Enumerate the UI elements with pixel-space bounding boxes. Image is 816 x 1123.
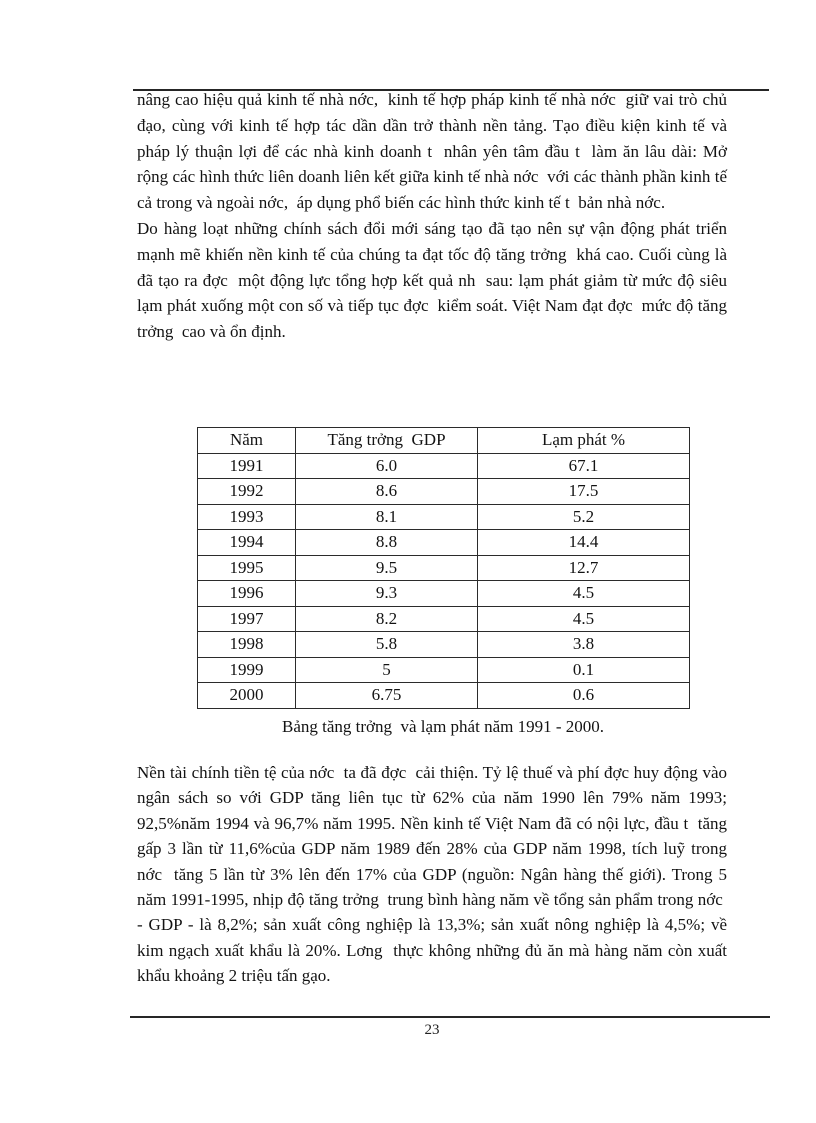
table-header-row bbox=[198, 428, 690, 454]
header-gdp-growth: Tăng trởng GDP bbox=[296, 428, 478, 454]
table-row bbox=[198, 606, 690, 632]
cell-gdp: 9.5 bbox=[296, 555, 478, 581]
cell-inflation: 0.1 bbox=[478, 657, 690, 683]
cell-gdp: 8.2 bbox=[296, 606, 478, 632]
paragraph-1: nâng cao hiệu quả kinh tế nhà nớc, kinh tế hợp pháp kinh tế nhà nớc giữ vai trò chủ đạo, cùng với kinh tế hợp tác dần dần trở thành nền tảng. Tạo điều kiện kinh tế và pháp lý thuận lợi để các nhà kinh doanh t nhân yên tâm đầu t làm ăn lâu dài: Mở rộng các hình thức liên doanh liên kết giữa kinh tế nhà nớc với các thành phần kinh tế cả trong và ngoài nớc, áp dụng phổ biến các hình thức kinh tế t bản nhà nớc. bbox=[137, 90, 727, 213]
cell-inflation: 14.4 bbox=[478, 530, 690, 556]
cell-inflation: 5.2 bbox=[478, 504, 690, 530]
table-row bbox=[198, 555, 690, 581]
cell-year: 1994 bbox=[198, 530, 296, 556]
paragraph-2: Do hàng loạt những chính sách đổi mới sáng tạo đã tạo nên sự vận động phát triển mạnh mẽ khiến nền kinh tế của chúng ta đạt tốc độ tăng trởng khá cao. Cuối cùng là đã tạo ra đợc một động lực tổng hợp kết quả nh sau: lạm phát giảm từ mức độ siêu lạm phát xuống một con số và tiếp tục đợc kiểm soát. Việt Nam đạt đợc mức độ tăng trởng cao và ổn định. bbox=[137, 218, 727, 342]
cell-year: 1997 bbox=[198, 606, 296, 632]
paragraph-3: Nền tài chính tiền tệ của nớc ta đã đợc cải thiện. Tỷ lệ thuế và phí đợc huy động vào ngân sách so với GDP tăng liên tục từ 62% của năm 1990 lên 79% năm 1993; 92,5%năm 1994 và 96,7% năm 1995. Nền kinh tế Việt Nam đã có nội lực, đầu t tăng gấp 3 lần từ 11,6%của GDP năm 1989 đến 28% của GDP năm 1998, tích luỹ trong nớc tăng 5 lần từ 3% lên đến 17% của GDP (nguồn: Ngân hàng thế giới). Trong 5 năm 1991-1995, nhịp độ tăng trởng trung bình hàng năm về tổng sản phẩm trong nớc - GDP - là 8,2%; sản xuất công nghiệp là 13,3%; sản xuất nông nghiệp là 4,5%; về kim ngạch xuất khẩu là 20%. Lơng thực không những đủ ăn mà hàng năm còn xuất khẩu khoảng 2 triệu tấn gạo. bbox=[137, 763, 727, 986]
table-row bbox=[198, 632, 690, 658]
cell-inflation: 17.5 bbox=[478, 479, 690, 505]
table-row bbox=[198, 530, 690, 556]
cell-year: 1995 bbox=[198, 555, 296, 581]
cell-gdp: 5 bbox=[296, 657, 478, 683]
table-row bbox=[198, 683, 690, 709]
gdp-inflation-table bbox=[197, 427, 690, 709]
cell-gdp: 9.3 bbox=[296, 581, 478, 607]
cell-inflation: 3.8 bbox=[478, 632, 690, 658]
cell-gdp: 8.8 bbox=[296, 530, 478, 556]
page-number: 23 bbox=[424, 1022, 440, 1038]
cell-year: 1992 bbox=[198, 479, 296, 505]
table-row bbox=[198, 504, 690, 530]
cell-gdp: 5.8 bbox=[296, 632, 478, 658]
cell-year: 2000 bbox=[198, 683, 296, 709]
table-caption: Bảng tăng trởng và lạm phát năm 1991 - 2000. bbox=[281, 717, 604, 736]
cell-inflation: 0.6 bbox=[478, 683, 690, 709]
table-row bbox=[198, 479, 690, 505]
table-row bbox=[198, 657, 690, 683]
cell-year: 1999 bbox=[198, 657, 296, 683]
cell-inflation: 12.7 bbox=[478, 555, 690, 581]
cell-inflation: 67.1 bbox=[478, 453, 690, 479]
cell-inflation: 4.5 bbox=[478, 606, 690, 632]
header-inflation: Lạm phát % bbox=[478, 428, 690, 454]
cell-gdp: 6.75 bbox=[296, 683, 478, 709]
cell-inflation: 4.5 bbox=[478, 581, 690, 607]
cell-year: 1998 bbox=[198, 632, 296, 658]
table-row bbox=[198, 581, 690, 607]
cell-gdp: 8.6 bbox=[296, 479, 478, 505]
cell-year: 1993 bbox=[198, 504, 296, 530]
bottom-horizontal-rule bbox=[130, 1016, 770, 1018]
cell-gdp: 6.0 bbox=[296, 453, 478, 479]
cell-year: 1991 bbox=[198, 453, 296, 479]
cell-gdp: 8.1 bbox=[296, 504, 478, 530]
upper-text-block bbox=[137, 87, 727, 345]
header-year: Năm bbox=[198, 428, 296, 454]
table-row bbox=[198, 453, 690, 479]
cell-year: 1996 bbox=[198, 581, 296, 607]
lower-text-block bbox=[137, 760, 727, 989]
